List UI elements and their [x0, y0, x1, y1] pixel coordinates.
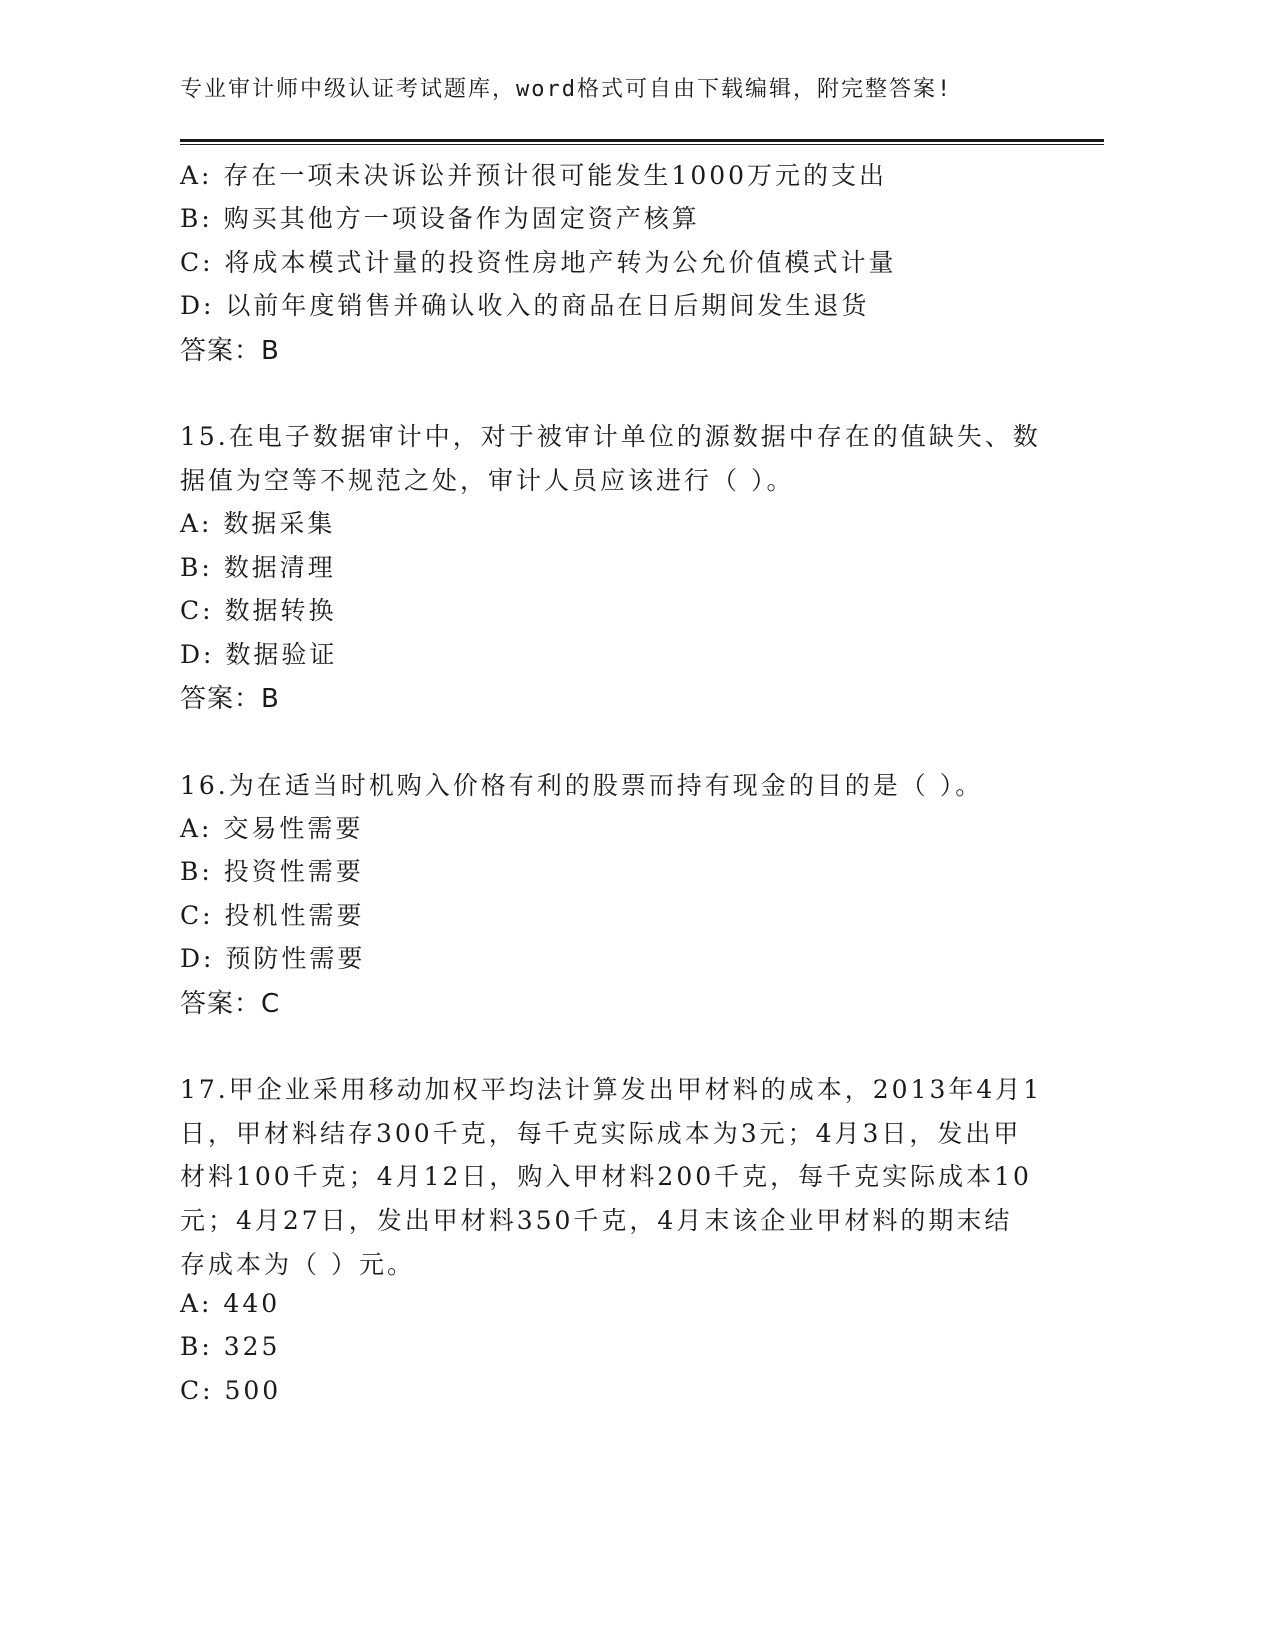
q16-option-c: C: 投机性需要 [180, 901, 365, 930]
q17-stem-line-5: 存成本为（ ）元。 [180, 1250, 415, 1279]
q17-option-a: A: 440 [180, 1289, 281, 1318]
q15-option-a: A: 数据采集 [180, 509, 336, 538]
q16-stem-line-1: 16.为在适当时机购入价格有利的股票而持有现金的目的是（ ）。 [180, 771, 984, 800]
q15-option-b: B: 数据清理 [180, 553, 336, 582]
q14-option-d: D: 以前年度销售并确认收入的商品在日后期间发生退货 [180, 291, 870, 320]
q15-option-c: C: 数据转换 [180, 596, 337, 625]
q14-answer: 答案：B [180, 336, 280, 366]
q16-answer: 答案：C [180, 989, 281, 1019]
q14-option-a: A: 存在一项未决诉讼并预计很可能发生1000万元的支出 [180, 161, 888, 190]
q14-option-c: C: 将成本模式计量的投资性房地产转为公允价值模式计量 [180, 248, 897, 277]
q17-stem-line-2: 日，甲材料结存300千克，每千克实际成本为3元；4月3日，发出甲 [180, 1119, 1022, 1148]
page-header: 专业审计师中级认证考试题库，word格式可自由下载编辑，附完整答案! [180, 77, 953, 102]
q16-option-a: A: 交易性需要 [180, 814, 364, 843]
header-rule-thick [180, 139, 1104, 142]
q16-option-d: D: 预防性需要 [180, 944, 366, 973]
header-rule-thin [180, 144, 1104, 145]
q17-option-b: B: 325 [180, 1332, 281, 1361]
q17-stem-line-4: 元；4月27日，发出甲材料350千克，4月末该企业甲材料的期末结 [180, 1206, 1013, 1235]
q17-stem-line-1: 17.甲企业采用移动加权平均法计算发出甲材料的成本，2013年4月1 [180, 1075, 1043, 1104]
q16-option-b: B: 投资性需要 [180, 857, 364, 886]
q15-option-d: D: 数据验证 [180, 640, 338, 669]
q15-stem-line-2: 据值为空等不规范之处，审计人员应该进行（ ）。 [180, 466, 795, 495]
q15-answer: 答案：B [180, 684, 280, 714]
q17-stem-line-3: 材料100千克；4月12日，购入甲材料200千克，每千克实际成本10 [180, 1162, 1032, 1191]
q17-option-c: C: 500 [180, 1376, 282, 1405]
q15-stem-line-1: 15.在电子数据审计中，对于被审计单位的源数据中存在的值缺失、数 [180, 422, 1041, 451]
q14-option-b: B: 购买其他方一项设备作为固定资产核算 [180, 204, 700, 233]
